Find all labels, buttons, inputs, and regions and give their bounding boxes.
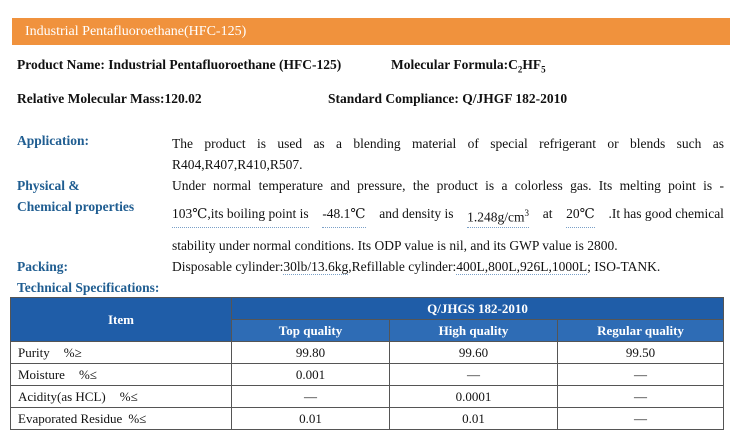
formula-label: Molecular Formula:	[391, 57, 509, 72]
row-value: 99.80	[232, 342, 390, 364]
physical-label	[17, 175, 134, 217]
title-banner	[12, 18, 730, 45]
row-item	[11, 364, 232, 386]
packing-refillable-sizes: 400L,800L,926L,1000L	[456, 259, 588, 274]
packing-disposable-size: 30lb/13.6kg	[283, 259, 349, 274]
density-at: at	[542, 206, 553, 221]
row-value: 0.001	[232, 364, 390, 386]
spec-table	[10, 297, 724, 430]
row-item-name: Acidity(as HCL)	[18, 388, 106, 404]
formula-hf: HF	[522, 57, 542, 72]
physical-label-line-1: Physical &	[17, 178, 80, 193]
table-row	[11, 408, 724, 430]
density-temperature: 20℃	[566, 204, 595, 228]
item-header: Item	[11, 298, 232, 342]
row-item	[11, 408, 232, 430]
table-row	[11, 342, 724, 364]
row-value: 99.50	[558, 342, 724, 364]
packing-iso-tank: ; ISO-TANK.	[587, 259, 661, 274]
packing-text	[172, 259, 660, 275]
formula-c-subscript: 2	[517, 64, 523, 75]
row-item-name: Moisture	[18, 366, 65, 382]
application-label: Application:	[17, 133, 90, 148]
row-value: 0.0001	[390, 386, 558, 408]
density-superscript: 3	[524, 208, 530, 218]
row-value: 0.01	[390, 408, 558, 430]
row-value: —	[390, 364, 558, 386]
table-row	[11, 386, 724, 408]
density-label: and density is	[379, 206, 454, 221]
application-text	[172, 133, 724, 175]
formula-c: C	[508, 57, 518, 72]
table-row	[11, 364, 724, 386]
row-item	[11, 342, 232, 364]
row-value: 99.60	[390, 342, 558, 364]
physical-label-line-2: Chemical properties	[17, 199, 135, 214]
physical-line-3: stability under normal conditions. Its ODP value is nil, and its GWP value is 2800.	[172, 237, 618, 253]
row-item	[11, 386, 232, 408]
row-value: —	[558, 408, 724, 430]
row-item-name: Evaporated Residue	[18, 410, 123, 426]
row-item-unit: %≤	[119, 388, 138, 404]
formula-f-subscript: 5	[541, 64, 546, 75]
row-item-unit: %≥	[63, 344, 82, 360]
standard-compliance: Standard Compliance: Q/JHGF 182-2010	[328, 91, 568, 106]
physical-line-1: Under normal temperature and pressure, the product is a colorless gas. Its melting point is -	[172, 178, 724, 193]
application-line-2: R404,R407,R410,R507.	[172, 157, 303, 172]
density-value	[467, 204, 529, 228]
packing-disposable: Disposable cylinder:	[172, 259, 284, 274]
density-number: 1.248g/cm	[467, 209, 525, 225]
packing-label: Packing:	[17, 259, 69, 274]
tech-spec-label: Technical Specifications:	[17, 280, 160, 295]
physical-line-2	[172, 204, 724, 228]
melting-point-value: 103℃,its boiling point is	[172, 204, 309, 228]
row-value: —	[232, 386, 390, 408]
column-regular-quality: Regular quality	[558, 320, 724, 342]
stability-start: .It has good chemical	[608, 206, 724, 221]
boiling-point-value: -48.1℃	[322, 204, 365, 228]
column-top-quality: Top quality	[232, 320, 390, 342]
column-high-quality: High quality	[390, 320, 558, 342]
row-value: 0.01	[232, 408, 390, 430]
banner-title: Industrial Pentafluoroethane(HFC-125)	[25, 24, 247, 39]
row-value: —	[558, 364, 724, 386]
row-item-name: Purity	[18, 344, 50, 360]
physical-text	[172, 175, 724, 255]
standard-header: Q/JHGS 182-2010	[232, 298, 724, 320]
row-item-unit: %≤	[128, 410, 147, 426]
row-item-unit: %≤	[78, 366, 97, 382]
molecular-formula	[391, 57, 546, 75]
product-name: Product Name: Industrial Pentafluoroethane (HFC-125)	[17, 57, 342, 72]
packing-refillable: ,Refillable cylinder:	[348, 259, 457, 274]
molecular-mass: Relative Molecular Mass:120.02	[17, 91, 202, 106]
row-value: —	[558, 386, 724, 408]
application-line-1: The product is used as a blending material of special refrigerant or blends such as	[172, 136, 724, 151]
